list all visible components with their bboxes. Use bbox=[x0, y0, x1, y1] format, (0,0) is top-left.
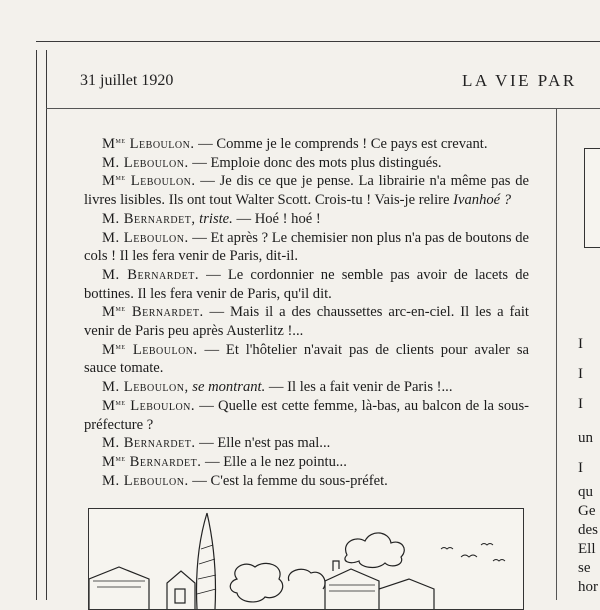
dialogue-column bbox=[84, 135, 529, 490]
speaker: $M^{me}$ Leboulon. bbox=[102, 396, 196, 414]
speaker: M. Bernardet, bbox=[102, 210, 196, 227]
right-column-fragment: Ell bbox=[578, 541, 596, 557]
cloud bbox=[345, 533, 404, 568]
bird bbox=[441, 548, 453, 550]
dialogue-line: $M^{me}$ Leboulon. — Quelle est cette femme, là-bas, au balcon de la sous-préfecture ? bbox=[84, 396, 529, 433]
right-column-fragment: qu bbox=[578, 484, 593, 500]
dialogue-line: M. Bernardet. — Le cordonnier ne semble pas avoir de lacets de bottines. Il les fera venir de Paris, qu'il dit. bbox=[84, 266, 529, 302]
right-column-fragment: I bbox=[578, 366, 583, 382]
speaker: M. Leboulon. bbox=[102, 154, 189, 171]
town-illustration bbox=[88, 508, 524, 610]
town-sketch-svg bbox=[89, 509, 523, 609]
book-title: Ivanhoé ? bbox=[453, 192, 512, 209]
speaker: M. Leboulon. bbox=[102, 229, 189, 246]
speaker: $M^{me}$ Leboulon. bbox=[102, 135, 195, 152]
dialogue-line: M. Bernardet. — Elle n'est pas mal... bbox=[102, 435, 331, 452]
stage-direction: se montrant. bbox=[192, 379, 266, 396]
right-column-fragment: I bbox=[578, 396, 583, 412]
left-border-outer bbox=[36, 50, 37, 600]
stage-direction: triste. bbox=[199, 210, 233, 227]
dialogue-line: M. Leboulon. — C'est la femme du sous-préfet. bbox=[102, 472, 388, 489]
dialogue-line: $M^{me}$ Leboulon. — Je dis ce que je pense. La librairie n'a même pas de livres lisibles. Ils ont tout Walter Scott. Crois-tu ! Vais-je relire Ivanhoé ? bbox=[84, 172, 529, 209]
speaker: M. Bernardet. bbox=[102, 435, 196, 452]
right-column-fragment: un bbox=[578, 430, 593, 446]
speaker: $M^{me}$ Leboulon. bbox=[102, 172, 196, 190]
dialogue-line: M. Bernardet, triste. — Hoé ! hoé ! bbox=[102, 210, 321, 227]
dialogue-line: $M^{me}$ Bernardet. — Mais il a des chaussettes arc-en-ciel. Il les a fait venir de Paris peu après Austerlitz !... bbox=[84, 303, 529, 340]
dialogue-line: M. Leboulon. — Et après ? Le chemisier non plus n'a pas de boutons de cols ! Il les fera venir de Paris, dit-il. bbox=[84, 229, 529, 265]
dialogue-line: $M^{me}$ Leboulon. — Comme je le comprends ! Ce pays est crevant. bbox=[102, 135, 488, 152]
top-rule bbox=[36, 41, 600, 42]
bird bbox=[461, 555, 477, 557]
speaker: M. Leboulon. bbox=[102, 472, 189, 489]
right-column-fragment: se bbox=[578, 560, 591, 576]
speaker: M. Bernardet. bbox=[102, 266, 199, 283]
right-column-fragment: des bbox=[578, 522, 598, 538]
speaker: M. Leboulon, bbox=[102, 379, 189, 396]
dialogue-line: M. Leboulon. — Emploie donc des mots plus distingués. bbox=[102, 154, 442, 171]
cypress-tree bbox=[196, 513, 215, 609]
header-date: 31 juillet 1920 bbox=[80, 72, 174, 89]
right-column-fragment: hor bbox=[578, 579, 598, 595]
header-title: LA VIE PAR bbox=[462, 71, 577, 90]
dialogue-line: $M^{me}$ Leboulon. — Et l'hôtelier n'avait pas de clients pour avaler sa sauce tomate. bbox=[84, 340, 529, 377]
bird bbox=[481, 544, 493, 546]
right-column-fragment: I bbox=[578, 336, 583, 352]
column-divider bbox=[556, 108, 557, 600]
right-column-fragment: Ge bbox=[578, 503, 596, 519]
dialogue-line: $M^{me}$ Bernardet. — Elle a le nez pointu... bbox=[102, 452, 347, 470]
header-rule bbox=[46, 108, 600, 109]
tree-cluster bbox=[230, 563, 282, 602]
left-border-inner bbox=[46, 50, 47, 600]
right-column-image-frame bbox=[584, 148, 600, 248]
house-left bbox=[89, 567, 149, 609]
speaker: $M^{me}$ Bernardet. bbox=[102, 452, 202, 470]
bird bbox=[493, 560, 505, 562]
dialogue-line: M. Leboulon, se montrant. — Il les a fait venir de Paris !... bbox=[102, 379, 453, 396]
right-column-fragment: I bbox=[578, 460, 583, 476]
speaker: $M^{me}$ Bernardet. bbox=[102, 303, 204, 321]
speaker: $M^{me}$ Leboulon. bbox=[102, 340, 198, 358]
